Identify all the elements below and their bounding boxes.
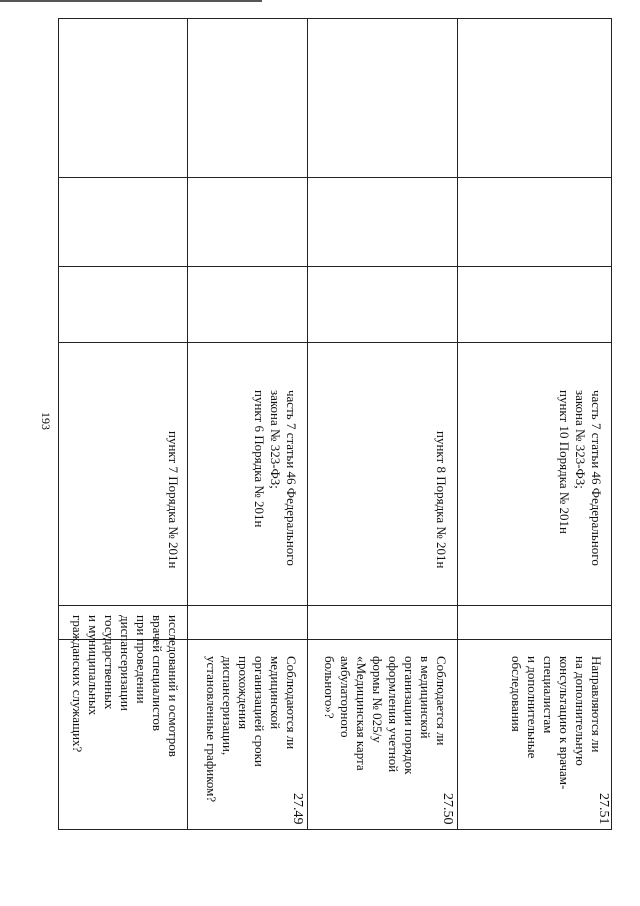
- row-2-number: 27.49: [290, 793, 305, 825]
- answer-column-divider: [59, 266, 611, 267]
- row-3-number: 27.50: [440, 793, 455, 825]
- row-divider: [187, 19, 188, 829]
- row-1-question: исследований и осмотров врачей специалистов при проведении диспансеризации государственных и муниципальных гражданских служащих?: [70, 615, 181, 757]
- answer-column-divider: [59, 177, 611, 178]
- row-4-question: Направляются ли на дополнительную консультацию к врачам- специалистам и дополнительные обследования: [509, 656, 604, 790]
- row-2-question: Соблюдаются ли медицинской организацией сроки прохождения диспансеризации, установленные графиком?: [204, 656, 299, 803]
- row-4-number: 27.51: [596, 793, 611, 825]
- row-divider: [307, 19, 308, 829]
- page-number: 193: [39, 412, 53, 430]
- row-3-question: Соблюдается ли в медицинской организации порядок оформления учетной формы № 025/у «Медицинская карта амбулаторного больного»?: [322, 656, 449, 775]
- top-rule: [0, 0, 262, 2]
- row-divider: [457, 19, 458, 829]
- row-4-reference: часть 7 статьи 46 Федерального закона № 323-ФЗ; пункт 10 Порядка № 201н: [557, 390, 604, 566]
- row-1-reference: пункт 7 Порядка № 201н: [166, 431, 181, 569]
- row-3-reference: пункт 8 Порядка № 201н: [434, 431, 449, 569]
- column-divider: [59, 342, 611, 343]
- row-2-reference: часть 7 статьи 46 Федерального закона № 323-ФЗ; пункт 6 Порядка № 201н: [252, 390, 299, 566]
- requirements-table: [58, 18, 612, 830]
- column-divider: [59, 605, 611, 606]
